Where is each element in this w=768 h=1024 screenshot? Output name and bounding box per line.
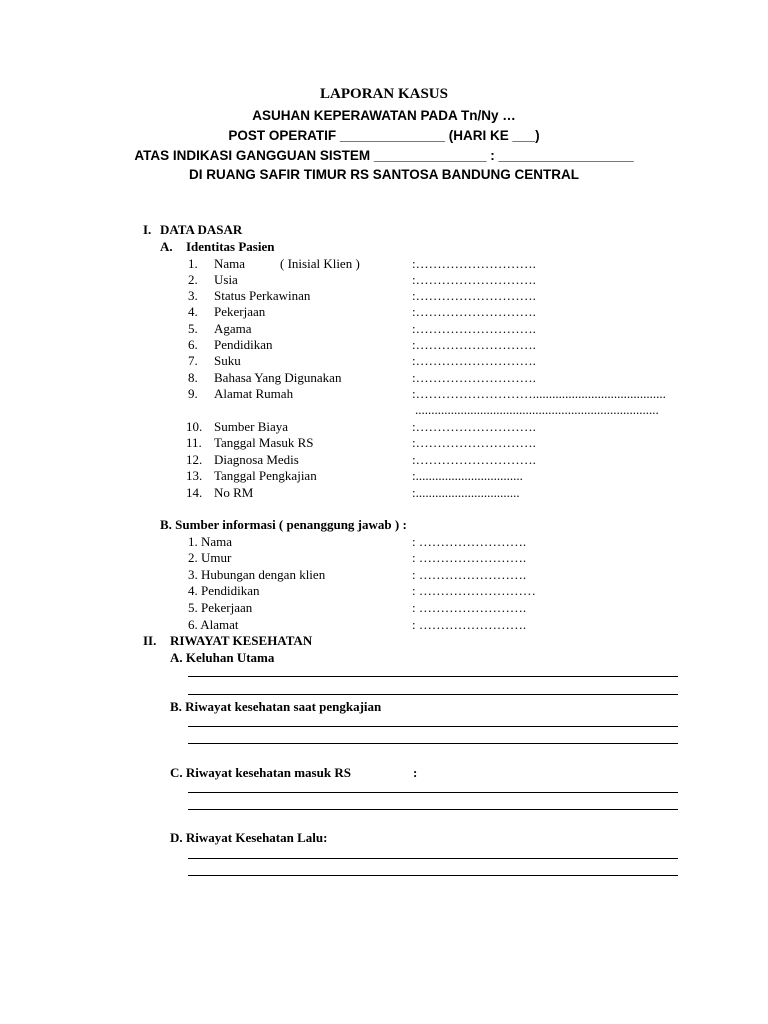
item-label: No RM	[214, 485, 254, 500]
item-value: :.................................	[412, 468, 523, 483]
item-value: :……………………….	[412, 304, 536, 319]
item-label: Sumber Biaya	[214, 419, 289, 434]
subsection-riwayat-lalu: D. Riwayat Kesehatan Lalu:	[170, 830, 328, 845]
item-value: : …………………….	[412, 600, 527, 615]
item-label: 1. Nama	[188, 534, 233, 549]
item-value: :……………………….........................................	[412, 386, 666, 401]
answer-line	[188, 743, 678, 744]
item-value: :……………………….	[412, 256, 536, 271]
header-line-ruang: DI RUANG SAFIR TIMUR RS SANTOSA BANDUNG CENTRAL	[189, 167, 579, 182]
answer-line	[188, 809, 678, 810]
document-title: LAPORAN KASUS	[320, 86, 448, 102]
item-number: 2.	[188, 272, 198, 287]
item-value: : …………………….	[412, 617, 527, 632]
item-number: 5.	[188, 321, 198, 336]
item-number: 3.	[188, 288, 198, 303]
subsection-b-title: B. Sumber informasi ( penanggung jawab ) :	[160, 517, 407, 532]
subsection-riwayat-masuk-rs: C. Riwayat kesehatan masuk RS	[170, 765, 351, 780]
item-number: 11.	[186, 435, 202, 450]
item-number: 6.	[188, 337, 198, 352]
answer-line	[188, 792, 678, 793]
item-value-continuation: ...........................................................................	[415, 402, 659, 417]
item-number: 1.	[188, 256, 198, 271]
item-value: : …………………….	[412, 550, 527, 565]
item-label: 5. Pekerjaan	[188, 600, 253, 615]
item-label: Tanggal Pengkajian	[214, 468, 317, 483]
item-value: :……………………….	[412, 353, 536, 368]
item-value: : …………………….	[412, 534, 527, 549]
item-number: 9.	[188, 386, 198, 401]
item-label: Pekerjaan	[214, 304, 266, 319]
item-label: Tanggal Masuk RS	[214, 435, 314, 450]
item-number: 8.	[188, 370, 198, 385]
header-line-asuhan: ASUHAN KEPERAWATAN PADA Tn/Ny …	[252, 108, 516, 123]
item-label: 3. Hubungan dengan klien	[188, 567, 326, 582]
item-value: :……………………….	[412, 452, 536, 467]
subsection-a-title: Identitas Pasien	[186, 239, 275, 254]
header-line-indikasi: ATAS INDIKASI GANGGUAN SISTEM _______________ : __________________	[134, 148, 634, 163]
item-label: Diagnosa Medis	[214, 452, 299, 467]
item-label: Suku	[214, 353, 241, 368]
subsection-keluhan-utama: A. Keluhan Utama	[170, 650, 275, 665]
item-value: :……………………….	[412, 321, 536, 336]
item-value: : ………………………	[412, 583, 536, 598]
item-number: 7.	[188, 353, 198, 368]
section-1-number: I.	[143, 222, 152, 237]
subsection-riwayat-pengkajian: B. Riwayat kesehatan saat pengkajian	[170, 699, 382, 714]
answer-line	[188, 694, 678, 695]
subsection-a-letter: A.	[160, 239, 173, 254]
item-label: Agama	[214, 321, 252, 336]
item-value: :……………………….	[412, 337, 536, 352]
item-label: Usia	[214, 272, 238, 287]
item-value: :……………………….	[412, 288, 536, 303]
item-value: :................................	[412, 485, 520, 500]
item-value: :……………………….	[412, 435, 536, 450]
item-number: 14.	[186, 485, 203, 500]
item-label: Status Perkawinan	[214, 288, 311, 303]
section-2-title: RIWAYAT KESEHATAN	[170, 633, 313, 648]
item-label: 2. Umur	[188, 550, 232, 565]
item-label: Bahasa Yang Digunakan	[214, 370, 342, 385]
item-value: :……………………….	[412, 370, 536, 385]
item-label: 4. Pendidikan	[188, 583, 260, 598]
item-number: 10.	[186, 419, 203, 434]
item-note: ( Inisial Klien )	[280, 256, 360, 271]
section-1-title: DATA DASAR	[160, 222, 243, 237]
section-2-number: II.	[143, 633, 157, 648]
item-number: 12.	[186, 452, 203, 467]
item-number: 13.	[186, 468, 203, 483]
item-value: :……………………….	[412, 419, 536, 434]
answer-line	[188, 875, 678, 876]
item-value: : …………………….	[412, 567, 527, 582]
answer-line	[188, 726, 678, 727]
item-label: 6. Alamat	[188, 617, 239, 632]
item-value: :……………………….	[412, 272, 536, 287]
item-number: 4.	[188, 304, 198, 319]
item-label: Alamat Rumah	[214, 386, 294, 401]
answer-line	[188, 676, 678, 677]
item-label: Nama	[214, 256, 246, 271]
subsection-riwayat-masuk-rs-colon: :	[413, 765, 418, 780]
answer-line	[188, 858, 678, 859]
item-label: Pendidikan	[214, 337, 273, 352]
header-line-post-operatif: POST OPERATIF ______________ (HARI KE ___)	[228, 128, 540, 143]
